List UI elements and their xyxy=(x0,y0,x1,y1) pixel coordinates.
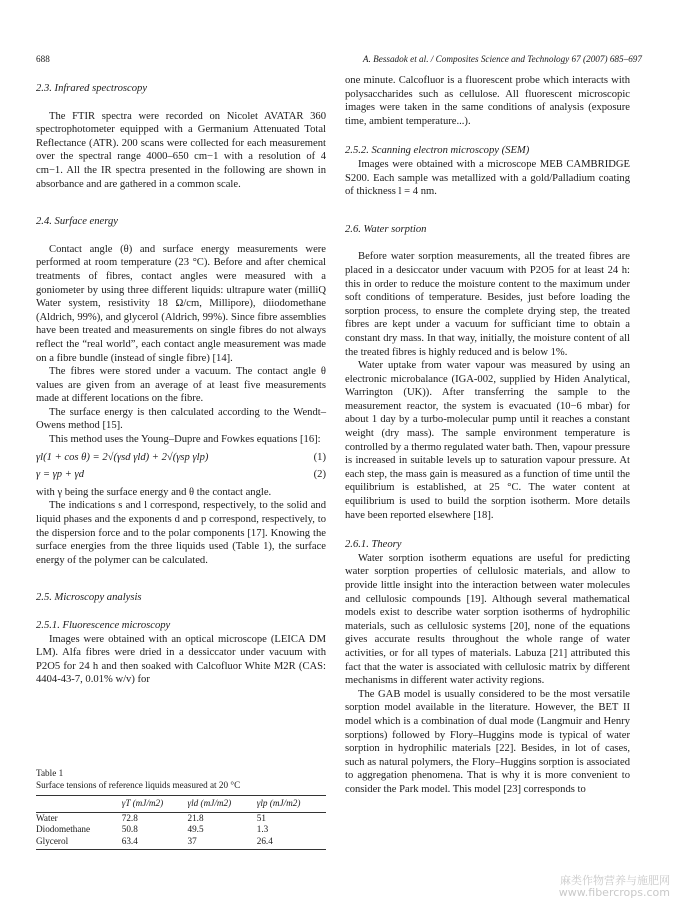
table-header-cell xyxy=(36,796,122,812)
table-cell: Glycerol xyxy=(36,835,69,846)
table-cell: 1.3 xyxy=(256,824,269,834)
equation-2 xyxy=(36,468,326,482)
table-cell: Water xyxy=(36,812,58,823)
equation-1-number: (1) xyxy=(313,451,326,463)
paragraph: Before water sorption measurements, all the treated fibres are placed in a desiccator under vacuum with P2O5 for at least 24 h: this in order to reduce the moisture content to the maximum under soft conditions of temperature. Besides, just before loading the sorption process, to ensure the complete drying step, the treated fibres are kept under a vacuum for sufficiant time to obtain a constant dry mass. In that way, initially, the moisture content of all the treated fibres is highly reduced and is below 1%. xyxy=(345,251,630,358)
running-title: A. Bessadok et al. / Composites Science and Technology 67 (2007) 685–697 xyxy=(362,54,642,64)
subsection-heading: 2.5.1. Fluorescence microscopy xyxy=(36,620,171,631)
table-row xyxy=(36,824,326,836)
equation-1-body: γl(1 + cos θ) = 2√(γsd γld) + 2√(γsp γlp) xyxy=(36,451,209,463)
paragraph: one minute. Calcofluor is a fluorescent probe which interacts with polysaccharides such as cellulose. All fluorescent microscopic images were taken in the same conditions of analysis (exposure time, ambient temperature...). xyxy=(345,75,630,127)
paragraph: The FTIR spectra were recorded on Nicolet AVATAR 360 spectrophotometer equipped with a Germanium Attenuated Total Reflectance (ATR). 200 scans were collected for each measurement over the spectral range 4000–650 cm−1 with a resolution of 4 cm−1. All the IR spectra presented in the following are shown in absorbance and are gathered in a common scale. xyxy=(36,110,326,190)
paragraph: with γ being the surface energy and θ the contact angle. xyxy=(36,486,272,498)
paragraph: The surface energy is then calculated according to the Wendt–Owens method [15]. xyxy=(36,406,326,432)
watermark-line: 麻类作物营养与施肥网 xyxy=(560,874,670,887)
table-1 xyxy=(36,768,326,850)
equation-2-body: γ = γp + γd xyxy=(36,469,85,481)
table-cell: 26.4 xyxy=(256,835,273,846)
table-cell: 72.8 xyxy=(121,812,138,823)
paragraph: Images were obtained with a microscope MEB CAMBRIDGE S200. Each sample was metallized with a gold/Palladium coating of thickness l = 4 nm. xyxy=(345,158,630,198)
paragraph: The fibres were stored under a vacuum. The contact angle θ values are given from an average of at least five measurements made at different locations on the fibre. xyxy=(36,366,326,405)
table-header-cell: γld (mJ/m2) xyxy=(187,796,256,812)
page-number: 688 xyxy=(36,54,50,64)
table-cell: Diodomethane xyxy=(36,824,91,834)
table-row xyxy=(36,812,326,824)
table-body xyxy=(36,796,326,847)
table-cell: 63.4 xyxy=(121,835,138,846)
paragraph: The indications s and l correspond, respectively, to the solid and liquid phases and the exponents d and p correspond, respectively, to the dispersion force and to the polar components [17]. Knowing the surface energies from the three liquids used (Table 1), the surface energy of the polymer can be calculated. xyxy=(36,500,326,566)
paragraph: Contact angle (θ) and surface energy measurements were performed at room temperature (23 °C). Before and after chemical treatments of fibres, contact angles were measured with a goniometer by using three different liquids: ultrapure water (milliQ Water system, resistivity 18 Ω/cm, Millipore), diiodomethane (Aldrich, 99%), and glycerol (Aldrich, 99%). Since fibre assemblies have been treated and measurements on single fibres do not always reflect the “real world”, each contact angle measurement was made on a fibre bundle (instead of single fibre) [14]. xyxy=(36,243,326,364)
paragraph: The GAB model is usually considered to be the most versatile sorption model available in the literature. However, the BET II model which is a combination of dual mode (Langmuir and Henry sorptions) followed by Flory–Huggins mode is typical of water sorption in hydrophilic materials [22]. Besides, in lot of cases, such as natural polymers, the Flory–Huggins sorption is associated to aggregation phenomena. That is why it is more convenient to consider the Park model. This model [23] corresponds to xyxy=(345,688,630,795)
watermark-line: www.fibercrops.com xyxy=(558,886,670,899)
table-cell: 49.5 xyxy=(187,824,204,834)
table-caption: Surface tensions of reference liquids measured at 20 °C xyxy=(36,779,241,790)
right-column xyxy=(345,74,630,797)
table-label: Table 1 xyxy=(36,768,64,778)
table-header-cell: γT (mJ/m2) xyxy=(122,796,188,812)
paragraph: Water sorption isotherm equations are useful for predicting water sorption properties of cellulosic materials, and allow to provide little insight into the interaction between water molecules and cellulosic compounds [19]. Although several mathematical models exist to describe water sorption isotherms of hydrophilic materials, such as cellulosic systems [20], none of the equations gives accurate results throughout the whole range of water activities, or for all types of materials. Labuza [21] attributed this fact that the water is associated with cellulosic matrix by different mechanisms in different water activity regions. xyxy=(345,552,630,687)
table-header-cell: γlp (mJ/m2) xyxy=(257,796,326,812)
table-row xyxy=(36,836,326,848)
subsection-heading: 2.5.2. Scanning electron microscopy (SEM) xyxy=(345,145,530,157)
paragraph: Water uptake from water vapour was measured by using an electronic microbalance (IGA-002, supplied by Hiden Analytical, Warrington (UK)). After transferring the sample to the measurement reactor, the system is evacuated (10−6 mbar) for about 1 day by a turbo-molecular pump until it reaches a constant weight (dry mass). The sample environment temperature is controlled by a thermo regulated water bath. Then, vapour pressure is increased in suitable levels up to saturation vapour pressure. At each step, the mass gain is measured as a function of time until the equilibrium is established, at 25 °C. The water content at equilibrium is used to build the sorption isotherm. More details have been reported elsewhere [18]. xyxy=(345,360,630,521)
equation-2-number: (2) xyxy=(313,469,326,481)
watermark xyxy=(559,875,670,899)
subsection-heading: 2.6.1. Theory xyxy=(345,539,402,551)
section-heading: 2.3. Infrared spectroscopy xyxy=(36,83,148,94)
equation-1 xyxy=(36,451,326,465)
section-heading: 2.4. Surface energy xyxy=(36,216,118,228)
section-heading: 2.5. Microscopy analysis xyxy=(36,592,142,604)
section-heading: 2.6. Water sorption xyxy=(345,223,427,235)
table-cell: 50.8 xyxy=(121,824,138,834)
table-cell: 37 xyxy=(187,835,197,846)
left-column xyxy=(36,74,326,687)
paragraph: This method uses the Young–Dupre and Fowkes equations [16]: xyxy=(49,434,321,446)
paragraph: Images were obtained with an optical microscope (LEICA DM LM). Alfa fibres were dried in a dessiccator under vacuum with P2O5 for 24 h and then soaked with Calcofluor White M2R (CAS: 4404-43-7, 0.01% w/v) for xyxy=(36,633,326,686)
table-cell: 21.8 xyxy=(187,812,204,823)
table-cell: 51 xyxy=(256,812,266,823)
